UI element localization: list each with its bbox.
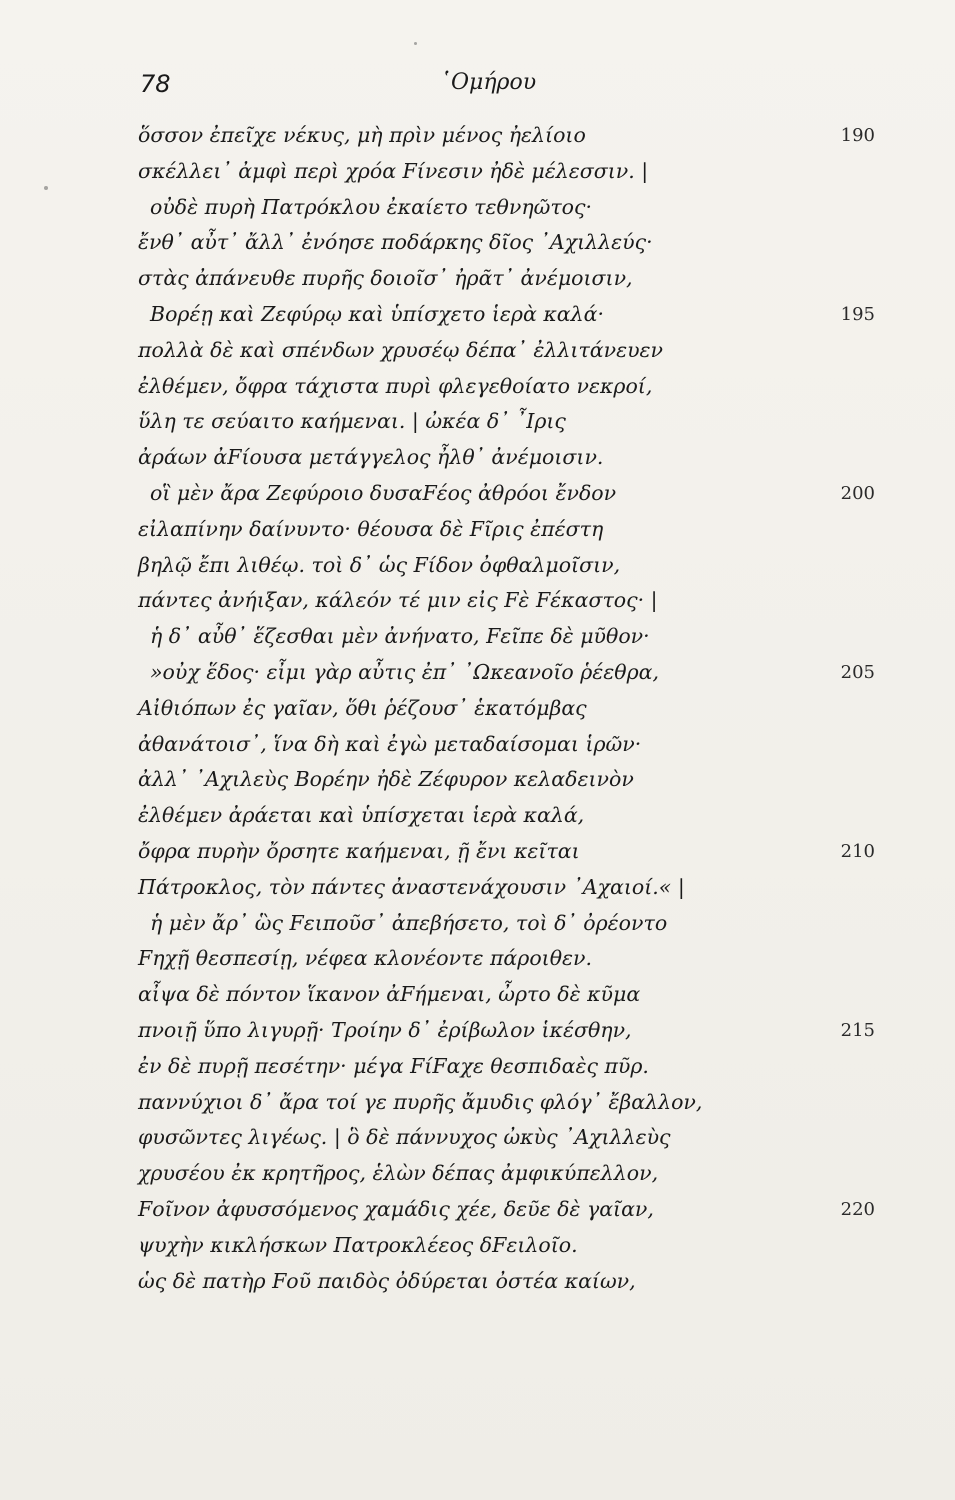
verse-line xyxy=(0,1192,955,1228)
verse-line xyxy=(0,1120,955,1156)
verse-line-text: ἀράων ἀFίουσα μετάγγελος ἦλθ᾽ ἀνέμοισιν. xyxy=(138,445,604,470)
verse-line xyxy=(0,440,955,476)
verse-line-text: Βορέῃ καὶ Ζεφύρῳ καὶ ὑπίσχετο ἱερὰ καλά· xyxy=(150,301,604,326)
line-number: 215 xyxy=(840,1019,875,1041)
line-number: 195 xyxy=(840,303,875,325)
line-number: 200 xyxy=(840,482,875,504)
verse-line xyxy=(0,154,955,190)
verse-line xyxy=(0,977,955,1013)
verse-line-text: ὕλη τε σεύαιτο καήμεναι. | ὠκέα δ᾽ ῏Ιρις xyxy=(138,409,566,434)
line-number: 210 xyxy=(840,840,875,862)
verse-line-text: πολλὰ δὲ καὶ σπένδων χρυσέῳ δέπα᾽ ἐλλιτάνευεν xyxy=(138,337,664,362)
verse-line xyxy=(0,261,955,297)
verse-line xyxy=(0,476,955,512)
verse-line-text: οἳ μὲν ἄρα Ζεφύροιο δυσαFέος ἀθρόοι ἔνδον xyxy=(150,480,617,505)
verse-line xyxy=(0,190,955,226)
verse-line xyxy=(0,404,955,440)
verse-line xyxy=(0,1156,955,1192)
verse-line-text: ἡ δ᾽ αὖθ᾽ ἕζεσθαι μὲν ἀνήνατο, Fεῖπε δὲ μῦθον· xyxy=(150,624,650,649)
verse-line xyxy=(0,1085,955,1121)
line-number: 190 xyxy=(840,125,875,146)
verse-line-text: ἐν δὲ πυρῇ πεσέτην· μέγα FίFαχε θεσπιδαὲς πῦρ. xyxy=(138,1053,649,1078)
running-head: ῾Ομήρου xyxy=(440,70,537,95)
verse-line xyxy=(0,1228,955,1264)
verse-line-text: Αἰθιόπων ἐς γαῖαν, ὅθι ῥέζουσ᾽ ἑκατόμβας xyxy=(138,695,587,720)
verse-line xyxy=(0,512,955,548)
verse-line-text: ἀλλ᾽ ᾽Αχιλεὺς Βορέην ἠδὲ Ζέφυρον κελαδεινὸν xyxy=(138,767,634,792)
verse-line-text: εἰλαπίνην δαίνυντο· θέουσα δὲ Fῖρις ἐπέστη xyxy=(138,516,604,541)
verse-line xyxy=(0,1013,955,1049)
verse-line-text: ἀθανάτοισ᾽, ἵνα δὴ καὶ ἐγὼ μεταδαίσομαι ἱρῶν· xyxy=(138,731,642,756)
verse-line-text: βηλῷ ἔπι λιθέῳ. τοὶ δ᾽ ὡς Fίδον ὀφθαλμοῖσιν, xyxy=(138,552,621,577)
verse-line xyxy=(0,369,955,405)
verse-line-text: Fοῖνον ἀφυσσόμενος χαμάδις χέε, δεῦε δὲ γαῖαν, xyxy=(138,1196,654,1221)
verse-line xyxy=(0,225,955,261)
page-number: 78 xyxy=(140,70,171,98)
verse-line xyxy=(0,333,955,369)
verse-line-text: πνοιῇ ὕπο λιγυρῇ· Τροίην δ᾽ ἐρίβωλον ἱκέσθην, xyxy=(138,1017,632,1042)
verse-line xyxy=(0,870,955,906)
verse-line-text: ὡς δὲ πατὴρ Fοῦ παιδὸς ὀδύρεται ὀστέα καίων, xyxy=(138,1268,636,1293)
verse-line-text: Πάτροκλος, τὸν πάντες ἀναστενάχουσιν ᾽Αχαιοί.« | xyxy=(138,874,685,899)
verse-line xyxy=(0,619,955,655)
verse-line xyxy=(0,1264,955,1300)
verse-line-text: στὰς ἀπάνευθε πυρῆς δοιοῖσ᾽ ἠρᾶτ᾽ ἀνέμοισιν, xyxy=(138,266,633,291)
verse-line-text: παννύχιοι δ᾽ ἄρα τοί γε πυρῆς ἄμυδις φλόγ᾽ ἔβαλλον, xyxy=(138,1089,703,1114)
verse-line-text: ἐλθέμεν ἀράεται καὶ ὑπίσχεται ἱερὰ καλά, xyxy=(138,803,585,828)
verse-line-text: ἔνθ᾽ αὖτ᾽ ἄλλ᾽ ἐνόησε ποδάρκης δῖος ᾽Αχιλλεύς· xyxy=(138,230,653,255)
verse-line-text: ὄφρα πυρὴν ὄρσητε καήμεναι, ῇ ἔνι κεῖται xyxy=(138,838,580,863)
verse-line-text: ὅσσον ἐπεῖχε νέκυς, μὴ πρὶν μένος ἠελίοιο xyxy=(138,123,586,147)
verse-line-text: ἡ μὲν ἄρ᾽ ὣς Fειποῦσ᾽ ἀπεβήσετο, τοὶ δ᾽ ὀρέοντο xyxy=(150,910,668,935)
verse-line xyxy=(0,1049,955,1085)
verse-line xyxy=(0,118,955,154)
verse-line-text: χρυσέου ἐκ κρητῆρος, ἑλὼν δέπας ἀμφικύπελλον, xyxy=(138,1161,659,1186)
verse-line-text: ψυχὴν κικλήσκων Πατροκλέεος δFειλοῖο. xyxy=(138,1232,578,1257)
print-speck xyxy=(414,42,417,45)
verse-line xyxy=(0,655,955,691)
verse-line-text: πάντες ἀνήιξαν, κάλεόν τέ μιν εἰς Fὲ Fέκαστος· | xyxy=(138,588,658,613)
verse-line-text: σκέλλει᾽ ἀμφὶ περὶ χρόα Fίνεσιν ἠδὲ μέλεσσιν. | xyxy=(138,158,649,183)
verse-line xyxy=(0,583,955,619)
line-number: 220 xyxy=(840,1198,875,1220)
verse-line xyxy=(0,727,955,763)
verse-line xyxy=(0,834,955,870)
verse-line-text: ἐλθέμεν, ὄφρα τάχιστα πυρὶ φλεγεθοίατο νεκροί, xyxy=(138,373,653,398)
verse-line-text: αἶψα δὲ πόντον ἵκανον ἀFήμεναι, ὦρτο δὲ κῦμα xyxy=(138,982,641,1007)
verse-line-text: φυσῶντες λιγέως. | ὃ δὲ πάννυχος ὠκὺς ᾽Αχιλλεὺς xyxy=(138,1125,671,1150)
verse-line xyxy=(0,297,955,333)
verse-line xyxy=(0,762,955,798)
page-header xyxy=(140,70,860,110)
verse-line xyxy=(0,906,955,942)
verse-line-text: »οὐχ ἕδος· εἶμι γὰρ αὖτις ἐπ᾽ ᾽Ωκεανοῖο ῥέεθρα, xyxy=(150,659,660,684)
line-number: 205 xyxy=(840,661,875,683)
verse-line-text: οὐδὲ πυρὴ Πατρόκλου ἐκαίετο τεθνηῶτος· xyxy=(150,194,593,219)
verse-line xyxy=(0,691,955,727)
verse-line xyxy=(0,548,955,584)
verse-line-text: Fηχῇ θεσπεσίῃ, νέφεα κλονέοντε πάροιθεν. xyxy=(138,946,593,971)
verse-line xyxy=(0,798,955,834)
verse-text xyxy=(0,118,955,1299)
verse-line xyxy=(0,941,955,977)
